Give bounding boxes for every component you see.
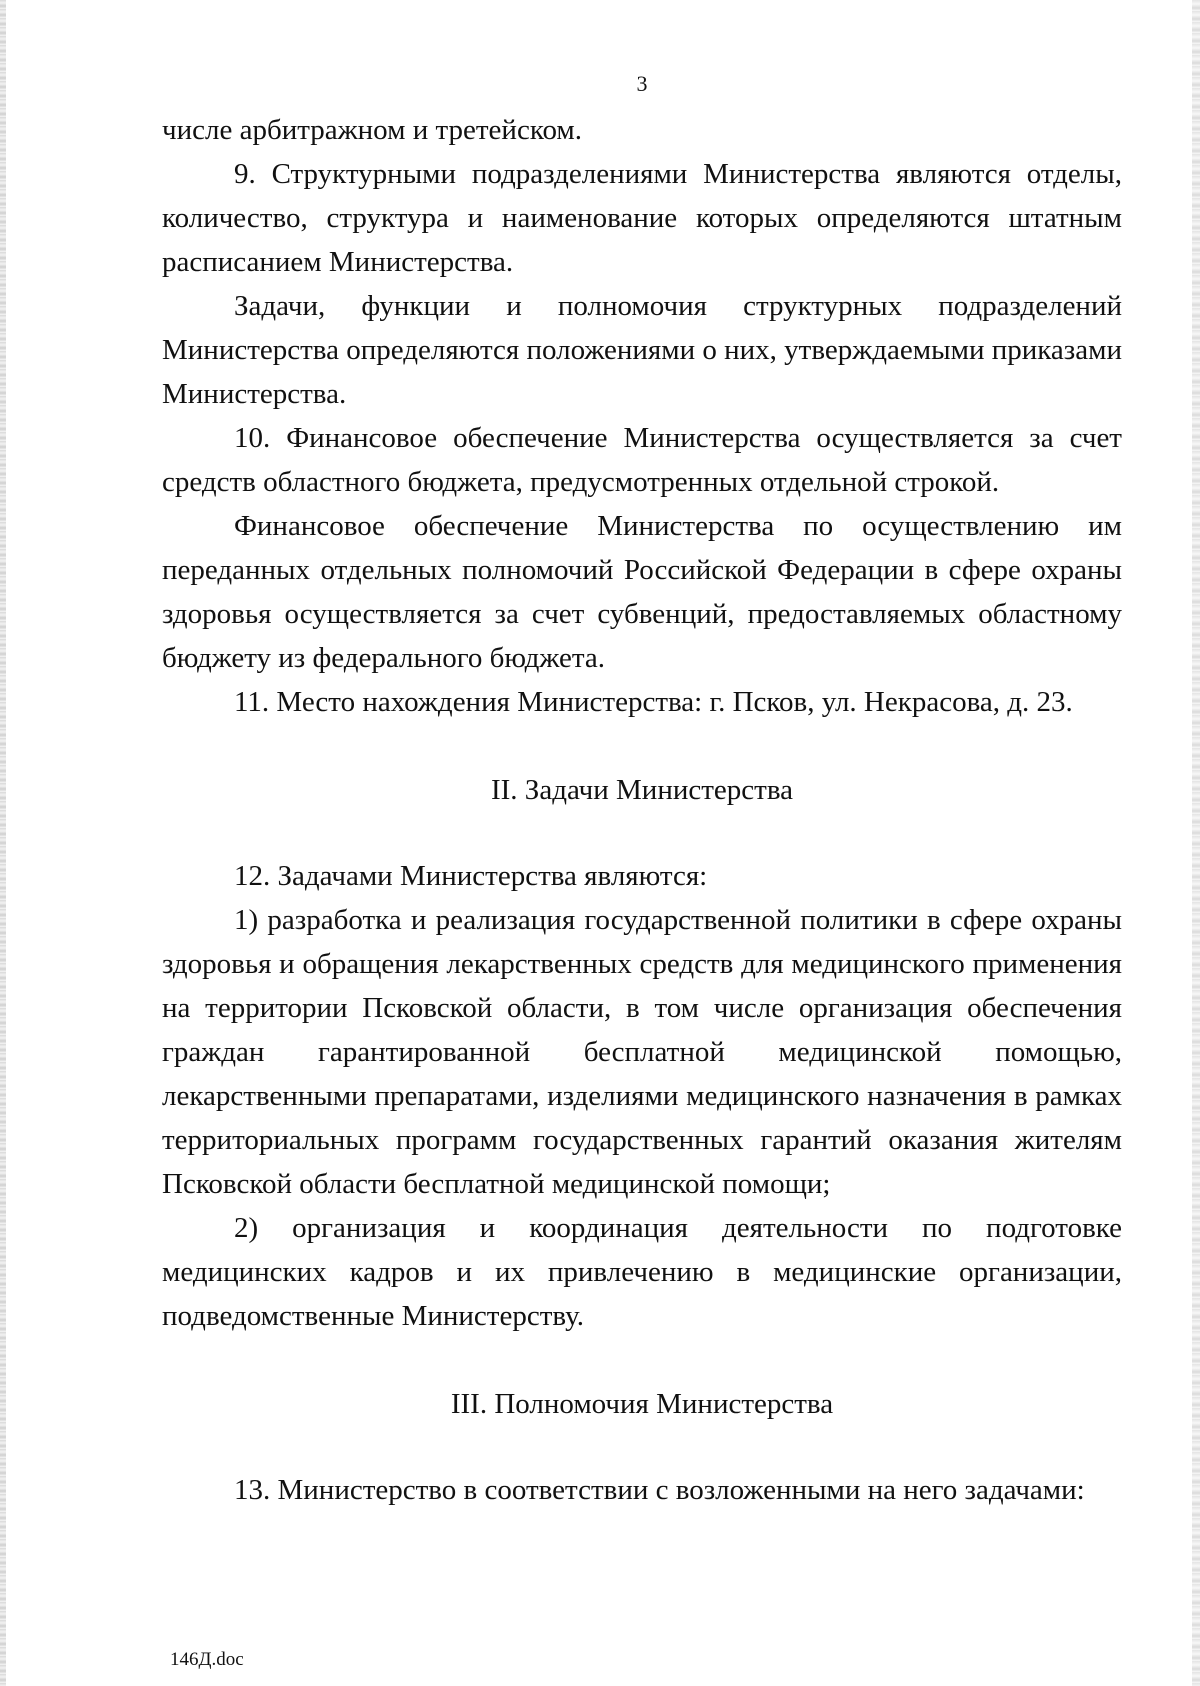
paragraph-continuation: числе арбитражном и третейском. xyxy=(162,114,582,146)
scan-edge-left xyxy=(0,0,6,1686)
paragraph-task-2: 2) организация и координация деятельности по подготовке медицинских кадров и их привлечению в медицинские организации, подведомственные Министерству. xyxy=(162,1212,1122,1332)
paragraph-tasks-functions: Задачи, функции и полномочия структурных подразделений Министерства определяются положениями о них, утверждаемыми приказами Министерства. xyxy=(162,290,1122,410)
paragraph-item-10: 10. Финансовое обеспечение Министерства осуществляется за счет средств областного бюджета, предусмотренных отдельной строкой. xyxy=(162,422,1122,498)
paragraph-item-9: 9. Структурными подразделениями Министерства являются отделы, количество, структура и наименование которых определяются штатным расписанием Министерства. xyxy=(162,158,1122,278)
paragraph-item-11: 11. Место нахождения Министерства: г. Псков, ул. Некрасова, д. 23. xyxy=(234,686,1073,718)
paragraph-task-1: 1) разработка и реализация государственной политики в сфере охраны здоровья и обращения лекарственных средств для медицинского применения на территории Псковской области, в том числе организация обеспечения граждан гарантированной бесплатной медицинской помощью, лекарственными препаратами, изделиями медицинского назначения в рамках территориальных программ государственных гарантий оказания жителям Псковской области бесплатной медицинской помощи; xyxy=(162,904,1122,1200)
section-heading-powers: III. Полномочия Министерства xyxy=(450,1388,834,1420)
paragraph-financing-subventions: Финансовое обеспечение Министерства по осуществлению им переданных отдельных полномочий Российской Федерации в сфере охраны здоровья осуществляется за счет субвенций, предоставляемых областному бюджету из федерального бюджета. xyxy=(162,510,1122,674)
section-heading-tasks: II. Задачи Министерства xyxy=(490,774,794,806)
paragraph-item-13: 13. Министерство в соответствии с возложенными на него задачами: xyxy=(234,1474,1085,1506)
footer-filename: 146Д.doc xyxy=(170,1649,244,1670)
page-number: 3 xyxy=(636,71,648,96)
paragraph-item-12: 12. Задачами Министерства являются: xyxy=(234,860,708,892)
document-page xyxy=(162,70,1122,1512)
scan-edge-right xyxy=(1192,0,1200,1686)
